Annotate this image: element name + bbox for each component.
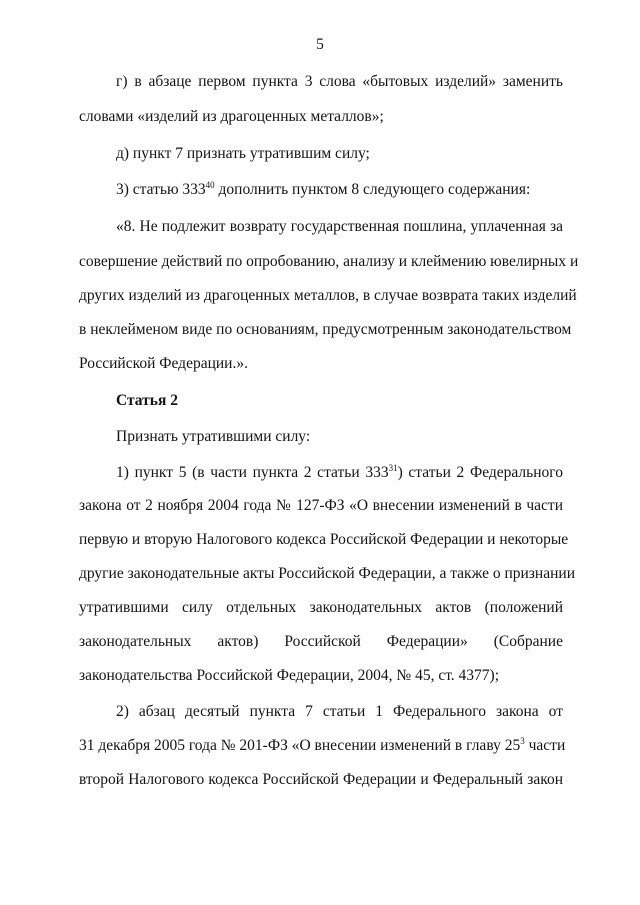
text-line: закона от 2 ноября 2004 года № 127-ФЗ «О внесении изменений в части <box>79 497 563 514</box>
text-line: второй Налогового кодекса Российской Федерации и Федеральный закон <box>79 771 563 788</box>
text-fragment: 1) пункт 5 (в части пункта 2 статьи 333 <box>116 464 389 481</box>
quote-line: в неклейменом виде по основаниям, предусмотренным законодательством <box>79 321 572 338</box>
text-line: законодательства Российской Федерации, 2004, № 45, ст. 4377); <box>79 667 500 684</box>
text-line: первую и вторую Налогового кодекса Российской Федерации и некоторые <box>79 531 569 548</box>
text-line: словами «изделий из драгоценных металлов»; <box>79 108 384 125</box>
text-line: законодательных актов) Российской Федерации» (Собрание <box>79 633 563 650</box>
text-line: 2) абзац десятый пункта 7 статьи 1 Федерального закона от <box>116 703 563 720</box>
text-line: Признать утратившими силу: <box>116 428 311 445</box>
text-line: другие законодательные акты Российской Федерации, а также о признании <box>79 565 575 582</box>
text-fragment: 31 декабря 2005 года № 201-ФЗ «О внесении изменений в главу 25 <box>79 737 521 754</box>
text-line: утратившими силу отдельных законодательных актов (положений <box>79 599 563 616</box>
text-fragment: дополнить пунктом 8 следующего содержания: <box>214 181 531 198</box>
text-line <box>79 736 566 756</box>
text-fragment: части <box>524 737 566 754</box>
superscript: 3 <box>520 736 525 746</box>
page-number: 5 <box>316 36 324 53</box>
quote-line: Российской Федерации.». <box>79 355 248 372</box>
text-fragment: 3) статью 333 <box>116 181 206 198</box>
text-line: г) в абзаце первом пункта 3 слова «бытовых изделий» заменить <box>116 73 563 90</box>
article-heading: Статья 2 <box>116 392 178 409</box>
quote-line: совершение действий по опробованию, анализу и клеймению ювелирных и <box>79 253 579 270</box>
text-line <box>116 463 563 483</box>
text-line: д) пункт 7 признать утратившим силу; <box>116 145 370 162</box>
superscript: 40 <box>205 180 215 190</box>
text-fragment: ) статьи 2 Федерального <box>397 464 563 481</box>
quote-line: других изделий из драгоценных металлов, в случае возврата таких изделий <box>79 287 577 304</box>
quote-line: «8. Не подлежит возврату государственная пошлина, уплаченная за <box>116 218 563 235</box>
superscript: 31 <box>388 463 398 473</box>
text-line <box>116 180 563 200</box>
